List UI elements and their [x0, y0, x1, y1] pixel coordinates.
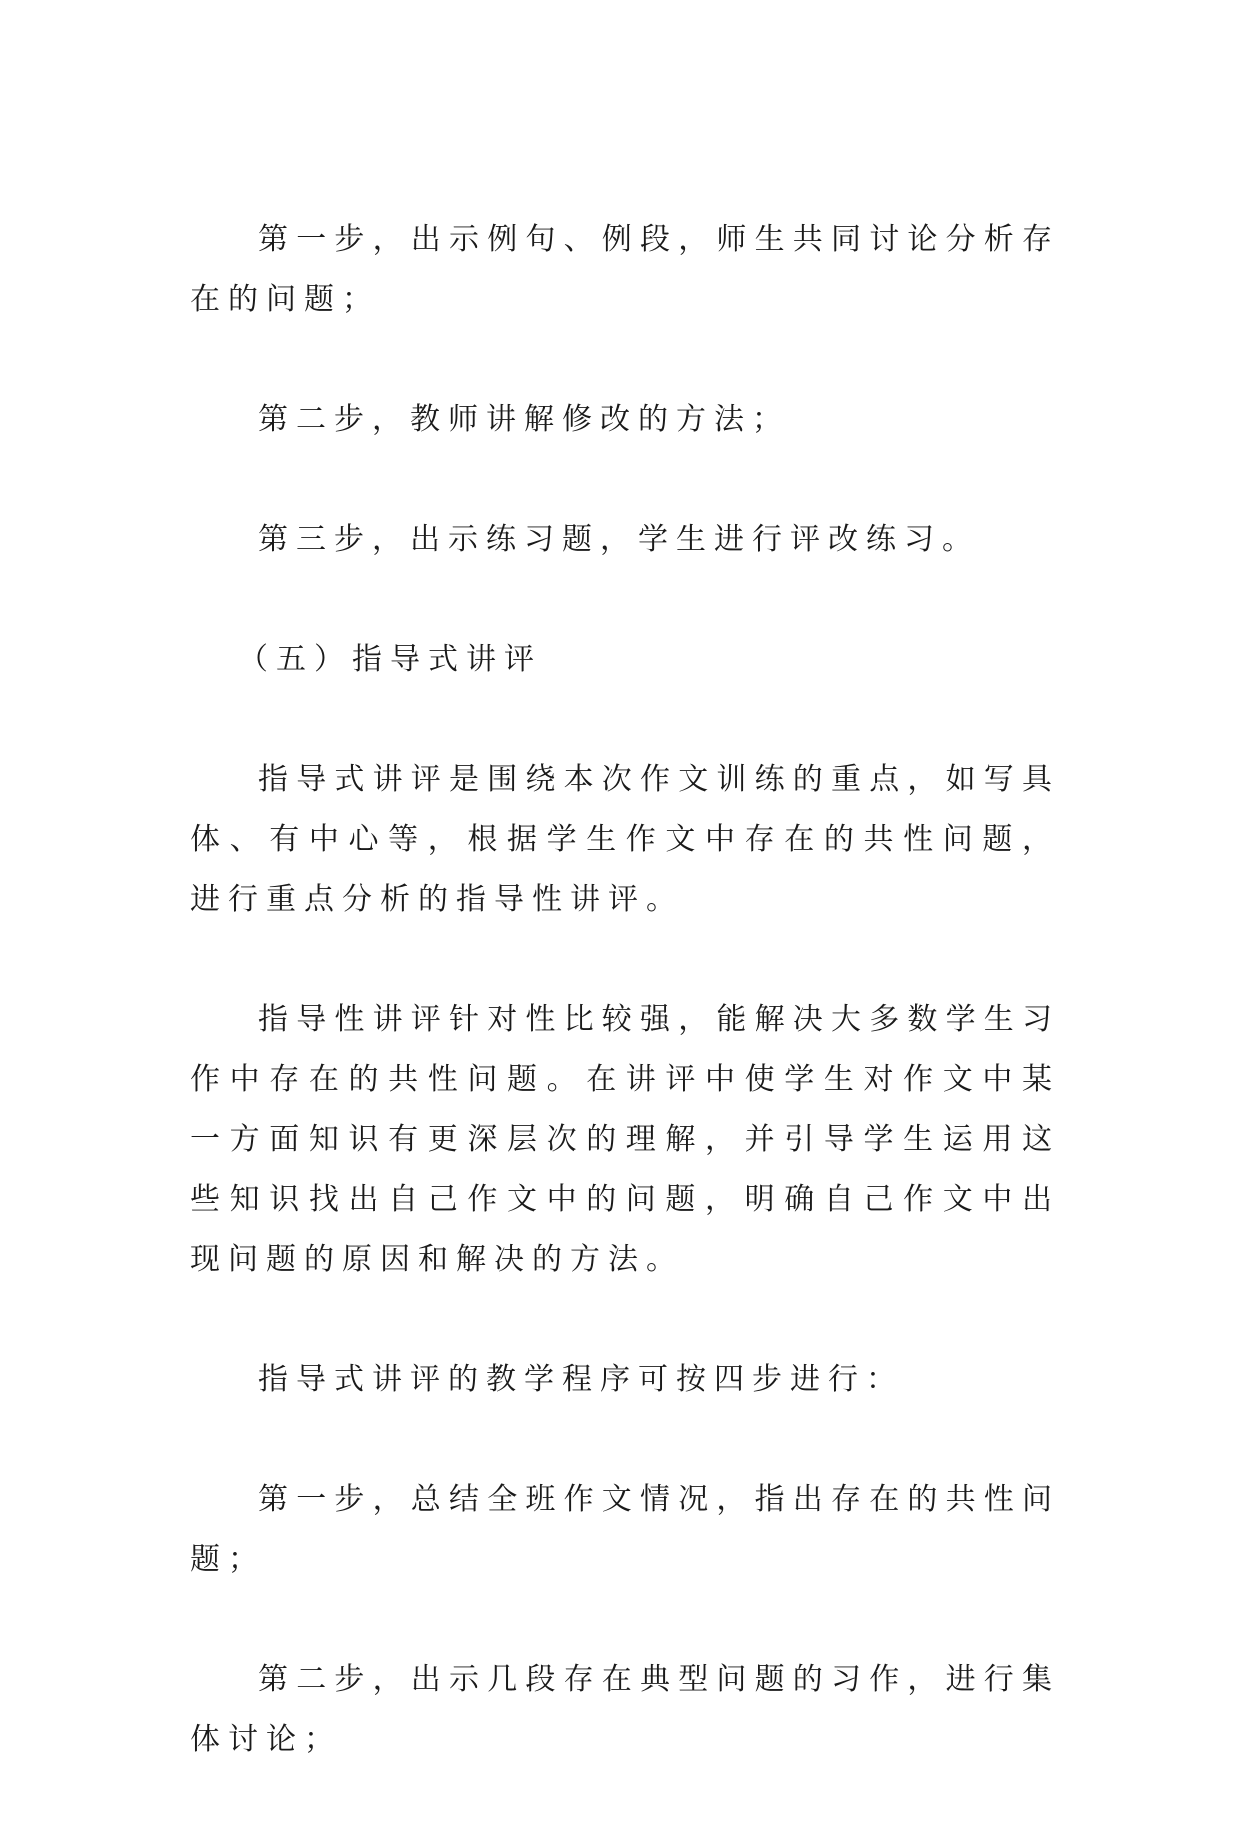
paragraph-step-3-practice: 第三步，出示练习题，学生进行评改练习。	[258, 522, 980, 557]
paragraph-step-1-discuss: 第一步，出示例句、例段，师生共同讨论分析存在的问题；	[190, 222, 1060, 317]
document-body	[190, 210, 1060, 1830]
paragraph-procedure-step-2: 第二步，出示几段存在典型问题的习作，进行集体讨论；	[190, 1662, 1060, 1757]
paragraph-procedure-intro: 指导式讲评的教学程序可按四步进行：	[258, 1362, 904, 1397]
paragraph-guided-review-definition: 指导式讲评是围绕本次作文训练的重点，如写具体、有中心等，根据学生作文中存在的共性问题，进行重点分析的指导性讲评。	[190, 762, 1060, 917]
paragraph-procedure-step-1: 第一步，总结全班作文情况，指出存在的共性问题；	[190, 1482, 1060, 1577]
paragraph-guided-review-benefits: 指导性讲评针对性比较强，能解决大多数学生习作中存在的共性问题。在讲评中使学生对作文中某一方面知识有更深层次的理解，并引导学生运用这些知识找出自己作文中的问题，明确自己作文中出现问题的原因和解决的方法。	[190, 1002, 1060, 1277]
section-heading-guided-review: （五）指导式讲评	[238, 642, 542, 677]
paragraph-step-2-explain: 第二步，教师讲解修改的方法；	[258, 402, 790, 437]
